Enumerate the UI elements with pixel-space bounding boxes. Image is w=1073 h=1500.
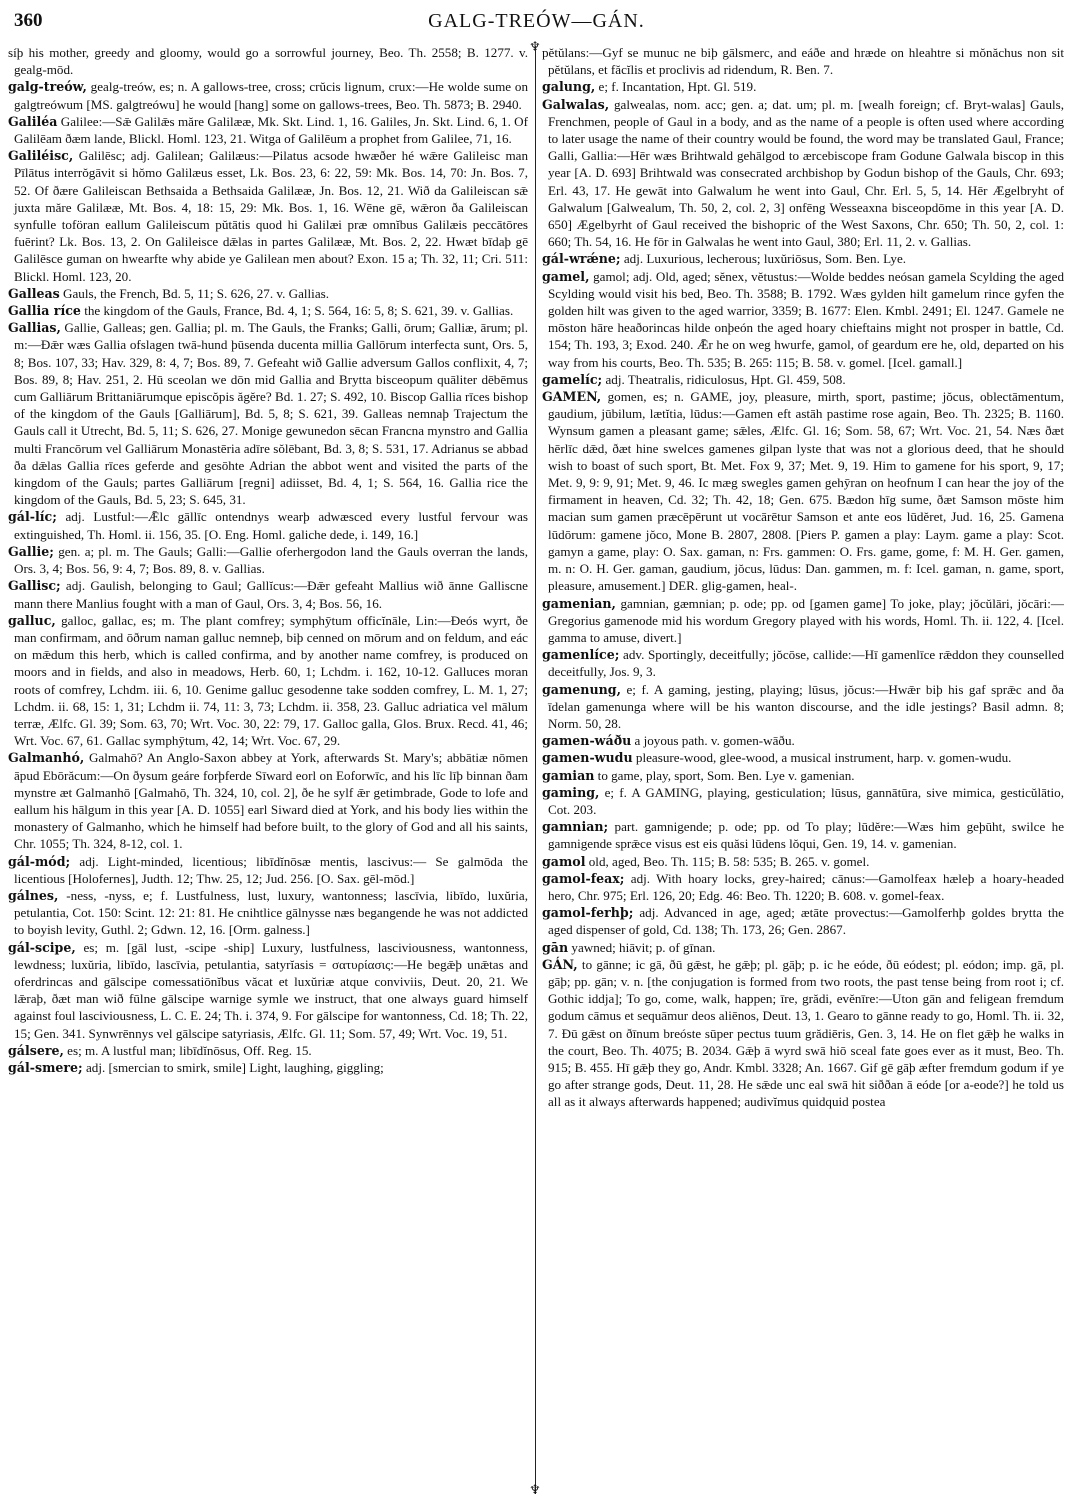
entry-headword: Gallisc; xyxy=(8,578,61,594)
entry-definition: es; m. [gāl lust, -scipe -ship] Luxury, lustfulness, lasciviousness, wantonness, lewdness; luxŭria, libīdo, lascīvia, petulantia, satyrĭasis = σατυρίασις:—He begǣþ unǣtas and oferdrincas and gālscipe comessatiōnĭbus văcat et luxŭriæ atque conviviis, Deut. 20, 21. We lǣraþ, ðæt man wið fūlne gālscipe warnige symle we instruct, that one always guard himself against foul lasciviousness, L. C. E. 24; Th. i. 374, 9. For gālscipe for wantonness, Cd. 18; Th. 22, 15; Gen. 341. Synwrēnnys vel gālscipe satyriasis, Ælfc. Gl. 11; Som. 57, 49; Wrt. Voc. 19, 51. xyxy=(14,939,528,1041)
column-ornament-top: ♆ xyxy=(529,39,541,54)
entry-definition: a joyous path. v. gomen-wāðu. xyxy=(631,733,795,749)
entry-headword: Gallias, xyxy=(8,320,61,336)
entry-headword: Galmanhó, xyxy=(8,750,85,766)
entry-headword: gál-mód; xyxy=(8,853,71,869)
entry-headword: gamen-wáðu xyxy=(542,733,632,749)
entry-definition: old, aged, Beo. Th. 115; B. 58: 535; B. 265. v. gomel. xyxy=(585,853,870,869)
entry-headword: gamian xyxy=(542,767,595,783)
entry-headword: galluc, xyxy=(8,612,56,628)
dictionary-entry xyxy=(8,508,528,542)
dictionary-entry xyxy=(8,577,528,611)
dictionary-entry xyxy=(8,147,528,285)
entry-definition: e; f. Incantation, Hpt. Gl. 519. xyxy=(595,79,757,95)
dictionary-entry xyxy=(542,784,1064,818)
entry-headword: gál-wrǽne; xyxy=(542,251,621,267)
running-head: GALG-TREÓW—GÁN. xyxy=(428,10,645,32)
dictionary-entry xyxy=(8,44,528,78)
entry-headword: GÁN, xyxy=(542,956,578,972)
entry-definition: pĕtŭlans:—Gyf se munuc ne biþ gālsmerc, and eáðe and hræde on hleahtre si mŏnăchus non sit pĕtŭlans, et făcĭlis et proclivis ad ridendum, R. Ben. 7. xyxy=(542,45,1064,78)
entry-definition: Galilee:—Sǣ Galilǣs măre Galilææ, Mk. Skt. Lind. 1, 16. Galiles, Jn. Skt. Lind. 6, 1. Of Galilēam ðæm lande, Blickl. Homl. 123, 21. Witga of Galilēum a prophet from Galilee, 71, 16. xyxy=(14,113,528,147)
dictionary-entry xyxy=(542,870,1064,904)
entry-definition: galloc, gallac, es; m. The plant comfrey; symphȳtum officĭnāle, Lin:—Ðeós wyrt, ðe man confirmam, and ōðrum naman galluc nemneþ, biþ cenned on mōrum and on feldum, and eác on mǣdum this herb, which is called confirma, and by another name comfrey, is produced on moors and in fields, and also in meadows, Herb. 60, 1; Lchdm. i. 162, 10-12. Galluces moran roots of comfrey, Lchdm. iii. 6, 10. Genime galluc gesodenne take sodden comfrey, L. M. 1, 27; Lchdm. ii. 68, 15: 1, 31; Lchdm ii. 74, 11: 3, 73; Lchdm. ii. 358, 23. Galluc adriatica vel mālum terræ, Ælfc. Gl. 39; Som. 63, 70; Wrt. Voc. 30, 22: 79, 17. Galloc galla, Glos. Brux. Recd. 41, 46; Wrt. Voc. 67, 61. Gallac symphȳtum, 42, 14; Wrt. Voc. 67, 29. xyxy=(14,612,528,749)
entry-definition: adj. Lustful:—Ǣlc gāllīc ontendnys wearþ adwæsced every lustful fervour was extinguished, Th. Homl. ii. 156, 35. [O. Eng. Homl. galiche dede, i. 149, 16.] xyxy=(14,509,528,542)
entry-headword: gál-líc; xyxy=(8,509,57,525)
right-column xyxy=(542,44,1064,1490)
dictionary-entry xyxy=(542,78,1064,95)
entry-headword: gamol-feax; xyxy=(542,870,625,886)
entry-definition: pleasure-wood, glee-wood, a musical instrument, harp. v. gomen-wudu. xyxy=(632,750,1012,766)
entry-definition: gen. a; pl. m. The Gauls; Galli:—Gallie oferhergodon land the Gauls overran the lands, Ors. 3, 4; Bos. 56, 9: 4, 7; Bos. 89, 8. v. Gallias. xyxy=(14,543,528,577)
entry-headword: Gallie; xyxy=(8,543,54,559)
dictionary-entry xyxy=(542,44,1064,78)
entry-definition: -ness, -nyss, e; f. Lustfulness, lust, luxury, wantonness; lascīvia, libīdo, luxŭria, petulantia, Cot. 150: Scint. 12: 21: 81. He cnihtlice gālnysse næs begangende he was not addicted to boyish levity, Guthl. 2; Gdwn. 12, 16. [Orm. galness.] xyxy=(14,887,528,938)
dictionary-entry xyxy=(542,749,1064,766)
entry-definition: to gānne; ic gā, ðū gǣst, he gǣþ; pl. gāþ; p. ic he eóde, ðū eódest; pl. eódon; imp. gā, pl. gāþ; pp. gān; v. n. [the conjugation is formed from two roots, the past tense being from root i; cf. Gothic iddja]; To go, come, walk, happen; īre, grădi, evĕnīre:—Uton gān and feligean fremdum godum cāmus et sequāmur deos aliēnos, Deut. 13, 1. Gearo to gānne ready to go, Homl. Th. ii. 32, 7. Ðū gǣst on ðīnum breóste sūper pectus tuum grădiēris, Gen. 3, 14. He on flet gǣþ he walks in the court, Beo. Th. 4075; B. 2034. Gǣþ ā wyrd swā hiō sceal fate goes ever as it must, Beo. Th. 915; B. 455. Hī gǣþ they go, Andr. Kmbl. 3328; An. 1667. Gif gē gāþ æfter fremdum godum if ye go after strange gods, Deut. 11, 28. He sǣde unc eal swā hit siððan ā eóde [or a-eode?] he told us all as it always afterwards happened; audivĭmus quidquid postea xyxy=(548,956,1064,1110)
entry-headword: gamen-wudu xyxy=(542,750,633,766)
entry-definition: Galmahō? An Anglo-Saxon abbey at York, afterwards St. Mary's; abbātiæ nōmen āpud Ebōrăcum:—On ðysum geáre forþferde Sīward eorl on Eoforwīc, and his līc līþ binnan ðam mynstre æt Galmanhō [Galmahō, Th. 324, 10, col. 2], ðe he sylf ǣr getimbrade, Gode to lofe and eallum his hālgum in this year [A. D. 1055] earl Siward died at York, and his body lies within the monastery of Galmanho, which he himself had before built, to the glory of God and all his saints, Chr. 1055; Th. 324, 8-12, col. 1. xyxy=(14,750,528,852)
dictionary-entry xyxy=(542,818,1064,852)
entry-headword: gamol xyxy=(542,853,586,869)
entry-definition: Gauls, the French, Bd. 5, 11; S. 626, 27. v. Gallias. xyxy=(59,285,329,301)
entry-headword: Galleas xyxy=(8,285,60,301)
dictionary-entry xyxy=(542,681,1064,733)
column-ornament-bottom: ♆ xyxy=(529,1482,541,1497)
entry-definition: adj. [smercian to smirk, smile] Light, laughing, giggling; xyxy=(82,1059,384,1075)
entry-definition: e; f. A GAMING, playing, gesticulation; lūsus, gannātūra, sive mimica, gesticŭlātio, Cot. 203. xyxy=(548,784,1064,817)
entry-definition: to game, play, sport, Som. Ben. Lye v. gamenian. xyxy=(594,767,855,783)
entry-headword: gál-smere; xyxy=(8,1059,83,1075)
entry-definition: e; f. A gaming, jesting, playing; lūsus, jŏcus:—Hwǣr biþ his gaf sprǣc and ða īdelan gamenunga where will be his wanton discourse, and the idle jestings? Basil admn. 8; Norm. 50, 28. xyxy=(548,681,1064,731)
entry-headword: gamenlíce; xyxy=(542,647,620,663)
entry-headword: gamnian; xyxy=(542,819,609,835)
entry-headword: Gallia ríce xyxy=(8,303,81,319)
entry-headword: gamelíc; xyxy=(542,371,603,387)
dictionary-entry xyxy=(8,78,528,112)
entry-definition: gamnian, gæmnian; p. ode; pp. od [gamen game] To joke, play; jŏcŭlāri, jŏcāri:—Gregorius gamenode mid his wordum Gregory played with his words, Homl. Th. ii. 122, 4. [Icel. gamma to amuse, divert.] xyxy=(548,595,1064,645)
entry-definition: adj. With hoary locks, grey-haired; cānus:—Gamolfeax hæleþ a hoary-headed hero, Chr. 975; Erl. 126, 20; Edg. 46: Beo. Th. 1220; B. 608. v. gomel-feax. xyxy=(548,870,1064,903)
dictionary-entry xyxy=(542,939,1064,956)
entry-definition: síþ his mother, greedy and gloomy, would go a sorrowful journey, Beo. Th. 2558; B. 1277. v. gealg-mōd. xyxy=(8,45,528,78)
entry-headword: gamel, xyxy=(542,268,590,284)
entry-definition: adj. Gaulish, belonging to Gaul; Gallĭcus:—Ðǣr gefeaht Mallius wið ānne Galliscne mann there Manlius fought with a man of Gaul, Ors. 3, 4; Bos. 56, 16. xyxy=(14,578,528,611)
dictionary-entry xyxy=(8,113,528,147)
dictionary-entry xyxy=(542,268,1064,371)
dictionary-entry xyxy=(542,767,1064,784)
entry-definition: Gallie, Galleas; gen. Gallia; pl. m. The Gauls, the Franks; Galli, ōrum; Galliæ, ārum; pl. m:—Ðǣr wæs Gallia ofslagen twā-hund þūsenda ducenta millia Gallōrum interfecta sunt, Ors. 5, 8; Bos. 107, 33; Hav. 329, 8: 4, 7; Bos. 89, 7. Gefeaht wið Gallie adversum Gallos conflixit, 4, 7; Bos. 89, 8; Hav. 251, 2. Hū sceolan we dōn mid Gallia and Brytta bisceopum quāliter dēbēmus cum Galliārum Brittaniārumque episcŏpis ăgĕre? Bd. 1. 27; S. 492, 10. Biscop Gallia rīces bishop of the kingdom of the Gauls [Galliārum], Bd. 5, 8; S. 621, 39. Galleas nemnaþ Trajectum the Gauls call it Utrecht, Bd. 5, 11; S. 626, 27. Monige gewunedon sēcan Francna mynstro and Gallia multi Francōrum vel Galliārum Monastēria adīre sŏlēbant, Bd. 3, 8; S. 531, 17. Adrianus se abbad ða dǣlas Gallia rīces geferde and gesōhte Adrian the abbot went and visited the parts of the kingdom of the Gauls; partes Galliārum [regni] adiisset, Bd. 4, 1; S. 564, 16. Gallia rice the kingdom of the Gauls, Bd. 5, 23; S. 645, 31. xyxy=(14,320,528,508)
dictionary-entry xyxy=(542,96,1064,251)
dictionary-entry xyxy=(542,595,1064,647)
entry-headword: gamenian, xyxy=(542,595,616,611)
entry-definition: gamol; adj. Old, aged; sĕnex, vĕtustus:—Wolde beddes neósan gamela Scylding the aged Scylding would visit his bed, Beo. Th. 3588; B. 1792. Wæs gylden hilt gamelum rince gyfen the golden hilt was given to the aged warrior, 3359; B. 1677: Elen. Kmbl. 2491; El. 1247. Gamele ne mōston hāre heaðorincas hilde onþeón the aged hoary chieftains might not prosper in battle, Cd. 154; Th. 193, 3; Exod. 240. Ǣr he on weg hwurfe, gamol, of geardum ere he, old, departed on his way from his courts, Beo. Th. 535; B. 265: 115; B. 58. v. gomel. [Icel. gamall.] xyxy=(548,268,1064,370)
entry-headword: Galiléisc, xyxy=(8,148,74,164)
entry-definition: es; m. A lustful man; libīdĭnōsus, Off. Reg. 15. xyxy=(63,1042,312,1058)
entry-headword: gál-scipe, xyxy=(8,939,76,955)
entry-definition: gomen, es; n. GAME, joy, pleasure, mirth, sport, pastime; jŏcus, oblectāmentum, gaudium, jūbilum, lætĭtia, lūdus:—Gamen eft astāh pastime rose again, Beo. Th. 2325; B. 1160. Wynsum gamen a pleasant game; sǣles, Ælfc. Gl. 16; Som. 58, 67; Wrt. Voc. 21, 54. Næs ðæt hērlīc dǣd, ðæt hine swelces gamenes gilpan lyste that was not a glorious deed, that he should wish to boast of such sport, Bt. Met. Fox 9, 37; Met. 9, 19. Him to gamene for his sport, 9, 17; Met. 9, 9: 9, 91; Met. 9, 46. Ic mæg swegles gamen gehȳran on heofnum I can hear the joy of the firmament in heaven, Cd. 32; Th. 42, 18; Gen. 675. Bædon hīg sume, ðæt Samson mōste him macian sum gamen præcēpērunt ut vocārētur Samson et ante eos lūdĕret, Jud. 16, 25. Gamena lūdōrum: gamene jŏco, Mone B. 2807, 2808. [Piers P. gamen a play: Laym. game a play: Scot. gamyn a game, play: O. Sax. gaman, n: Frs. gammen: O. Frs. game, gome, f: M. H. Ger. gamen, m. n: O. H. Ger. gaman, gaudium, jŏcus, lūdus: Dan. gammen, m. f: Icel. gaman, n. game, sport, pleasure, amusement.] DER. glig-gamen, heal-. xyxy=(548,389,1064,594)
entry-headword: gálsere, xyxy=(8,1042,64,1058)
column-divider xyxy=(535,46,536,1494)
dictionary-entry xyxy=(8,1059,528,1076)
dictionary-entry xyxy=(542,853,1064,870)
dictionary-entry xyxy=(542,956,1064,1111)
dictionary-entry xyxy=(542,371,1064,388)
entry-headword: gamenung, xyxy=(542,681,621,697)
entry-definition: adv. Sportingly, deceitfully; jŏcōse, callide:—Hī gamenlīce rǣddon they counselled deceitfully, Jos. 9, 3. xyxy=(548,647,1064,680)
entry-definition: adj. Light-minded, licentious; libīdĭnōsæ mentis, lascivus:— Se galmōda the licentious [Holofernes], Judth. 12; Thw. 25, 12; Jud. 256. [O. Sax. gēl-mōd.] xyxy=(14,853,528,886)
entry-definition: part. gamnigende; p. ode; pp. od To play; lūdĕre:—Wæs him geþūht, swilce he gamnigende sprǣce visus est eis quăsi lūdens lŏqui, Gen. 19, 14. v. gamenian. xyxy=(548,819,1064,852)
entry-headword: gān xyxy=(542,939,569,955)
page-header xyxy=(10,8,1063,38)
page-number: 360 xyxy=(14,10,43,31)
dictionary-entry xyxy=(8,302,528,319)
dictionary-entry xyxy=(542,250,1064,267)
entry-definition: the kingdom of the Gauls, France, Bd. 4, 1; S. 564, 16: 5, 8; S. 621, 39. v. Gallias. xyxy=(80,303,514,319)
entry-headword: gaming, xyxy=(542,784,600,800)
entry-definition: Galilēsc; adj. Galilean; Galilæus:—Pilatus acsode hwæðer hé wǣre Galileisc man Pīlātus interrŏgāvit si hŏmo Galilæus esset, Lk. Bos. 23, 6: 22, 59: Mk. Bos. 14, 70: Jn. Bos. 7, 52. Of ðære Galileiscan Bethsaida a Bethsaida Galilææ, Jn. Bos. 12, 21. Wið da Galileiscan sǣ juxta măre Galilææ, Mt. Bos. 4, 18: 15, 29: Mk. Bos. 1, 16. Wēne gē, wǣron ða Galileiscan synfulle toföran eallum Galileiscum pŭtātis quod hi Galilæi præ omnĭbus Galilæis peccātōres fuērint? Lk. Bos. 13, 2. On Galileisce dǣlas in partes Galilææ, Mt. Bos. 2, 22. Hwæt bīdaþ gē Galilēsce guman on hwearfte why abide ye Galilean men about? Exon. 15 a; Th. 32, 11; Cri. 511: Blickl. Homl. 123, 20. xyxy=(14,148,528,284)
dictionary-entry xyxy=(8,749,528,852)
dictionary-entry xyxy=(8,543,528,577)
entry-definition: adj. Theatralis, ridiculosus, Hpt. Gl. 459, 508. xyxy=(602,371,846,387)
entry-definition: adj. Luxurious, lecherous; luxŭriōsus, Som. Ben. Lye. xyxy=(620,251,907,267)
entry-headword: Galiléa xyxy=(8,113,58,129)
entry-headword: galung, xyxy=(542,79,596,95)
dictionary-entry xyxy=(8,939,528,1042)
entry-definition: adj. Advanced in age, aged; ætāte provectus:—Gamolferhþ goldes brytta the aged dispenser of gold, Cd. 138; Th. 173, 26; Gen. 2867. xyxy=(548,905,1064,938)
entry-headword: gamol-ferhþ; xyxy=(542,905,634,921)
dictionary-entry xyxy=(542,646,1064,680)
entry-headword: Galwalas, xyxy=(542,96,610,112)
entry-headword: GAMEN, xyxy=(542,389,602,405)
entry-headword: gálnes, xyxy=(8,887,59,903)
dictionary-entry xyxy=(542,388,1064,594)
dictionary-entry xyxy=(8,853,528,887)
entry-definition: gealg-treów, es; n. A gallows-tree, cross; crŭcis lignum, crux:—He wolde sume on galgtreówum [MS. galgtreówu] he would [hang] some on gallows-trees, Beo. Th. 5873; B. 2940. xyxy=(14,79,528,112)
dictionary-entry xyxy=(8,612,528,750)
dictionary-entry xyxy=(8,1042,528,1059)
dictionary-entry xyxy=(542,904,1064,938)
entry-definition: yawned; hiāvit; p. of gīnan. xyxy=(568,939,716,955)
dictionary-entry xyxy=(8,887,528,939)
dictionary-entry xyxy=(8,285,528,302)
entry-definition: galwealas, nom. acc; gen. a; dat. um; pl. m. [wealh foreign; cf. Bryt-walas] Gauls, Frenchmen, people of Gaul in a body, and as the name of a people is often used where according to later usage the name of their country would be found, the word may be translated Gaul, France; Galli, Gallia:—Hēr wæs Brihtwald gehālgod to ærcebiscope fram Godune Galwala biscop in this year [A. D. 693] Brihtwald was consecrated archbishop by Godun bishop of the Gauls, Chr. 693; Erl. 43, 17. He gewāt into Galwalum he went into Gaul, Chr. Erl. 5, 5, 14. Hēr Ægelbryht of Galwalum [Galwealum, Th. 50, 2, col. 2, 3] onfēng Wesseaxna bisceopdōme in this year [A. D. 650] Ægelbyrht of Gaul received the bishopric of the West Saxons, Chr. 650; Th. 50, 2, col. 1: 660; Th. 54, 16. He fōr in Galwalas he went into Gaul, 380; Erl. 11, 2. v. Gallias. xyxy=(548,96,1064,250)
dictionary-entry xyxy=(542,732,1064,749)
entry-headword: galg-treów, xyxy=(8,79,87,95)
left-column xyxy=(8,44,528,1490)
dictionary-entry xyxy=(8,319,528,508)
